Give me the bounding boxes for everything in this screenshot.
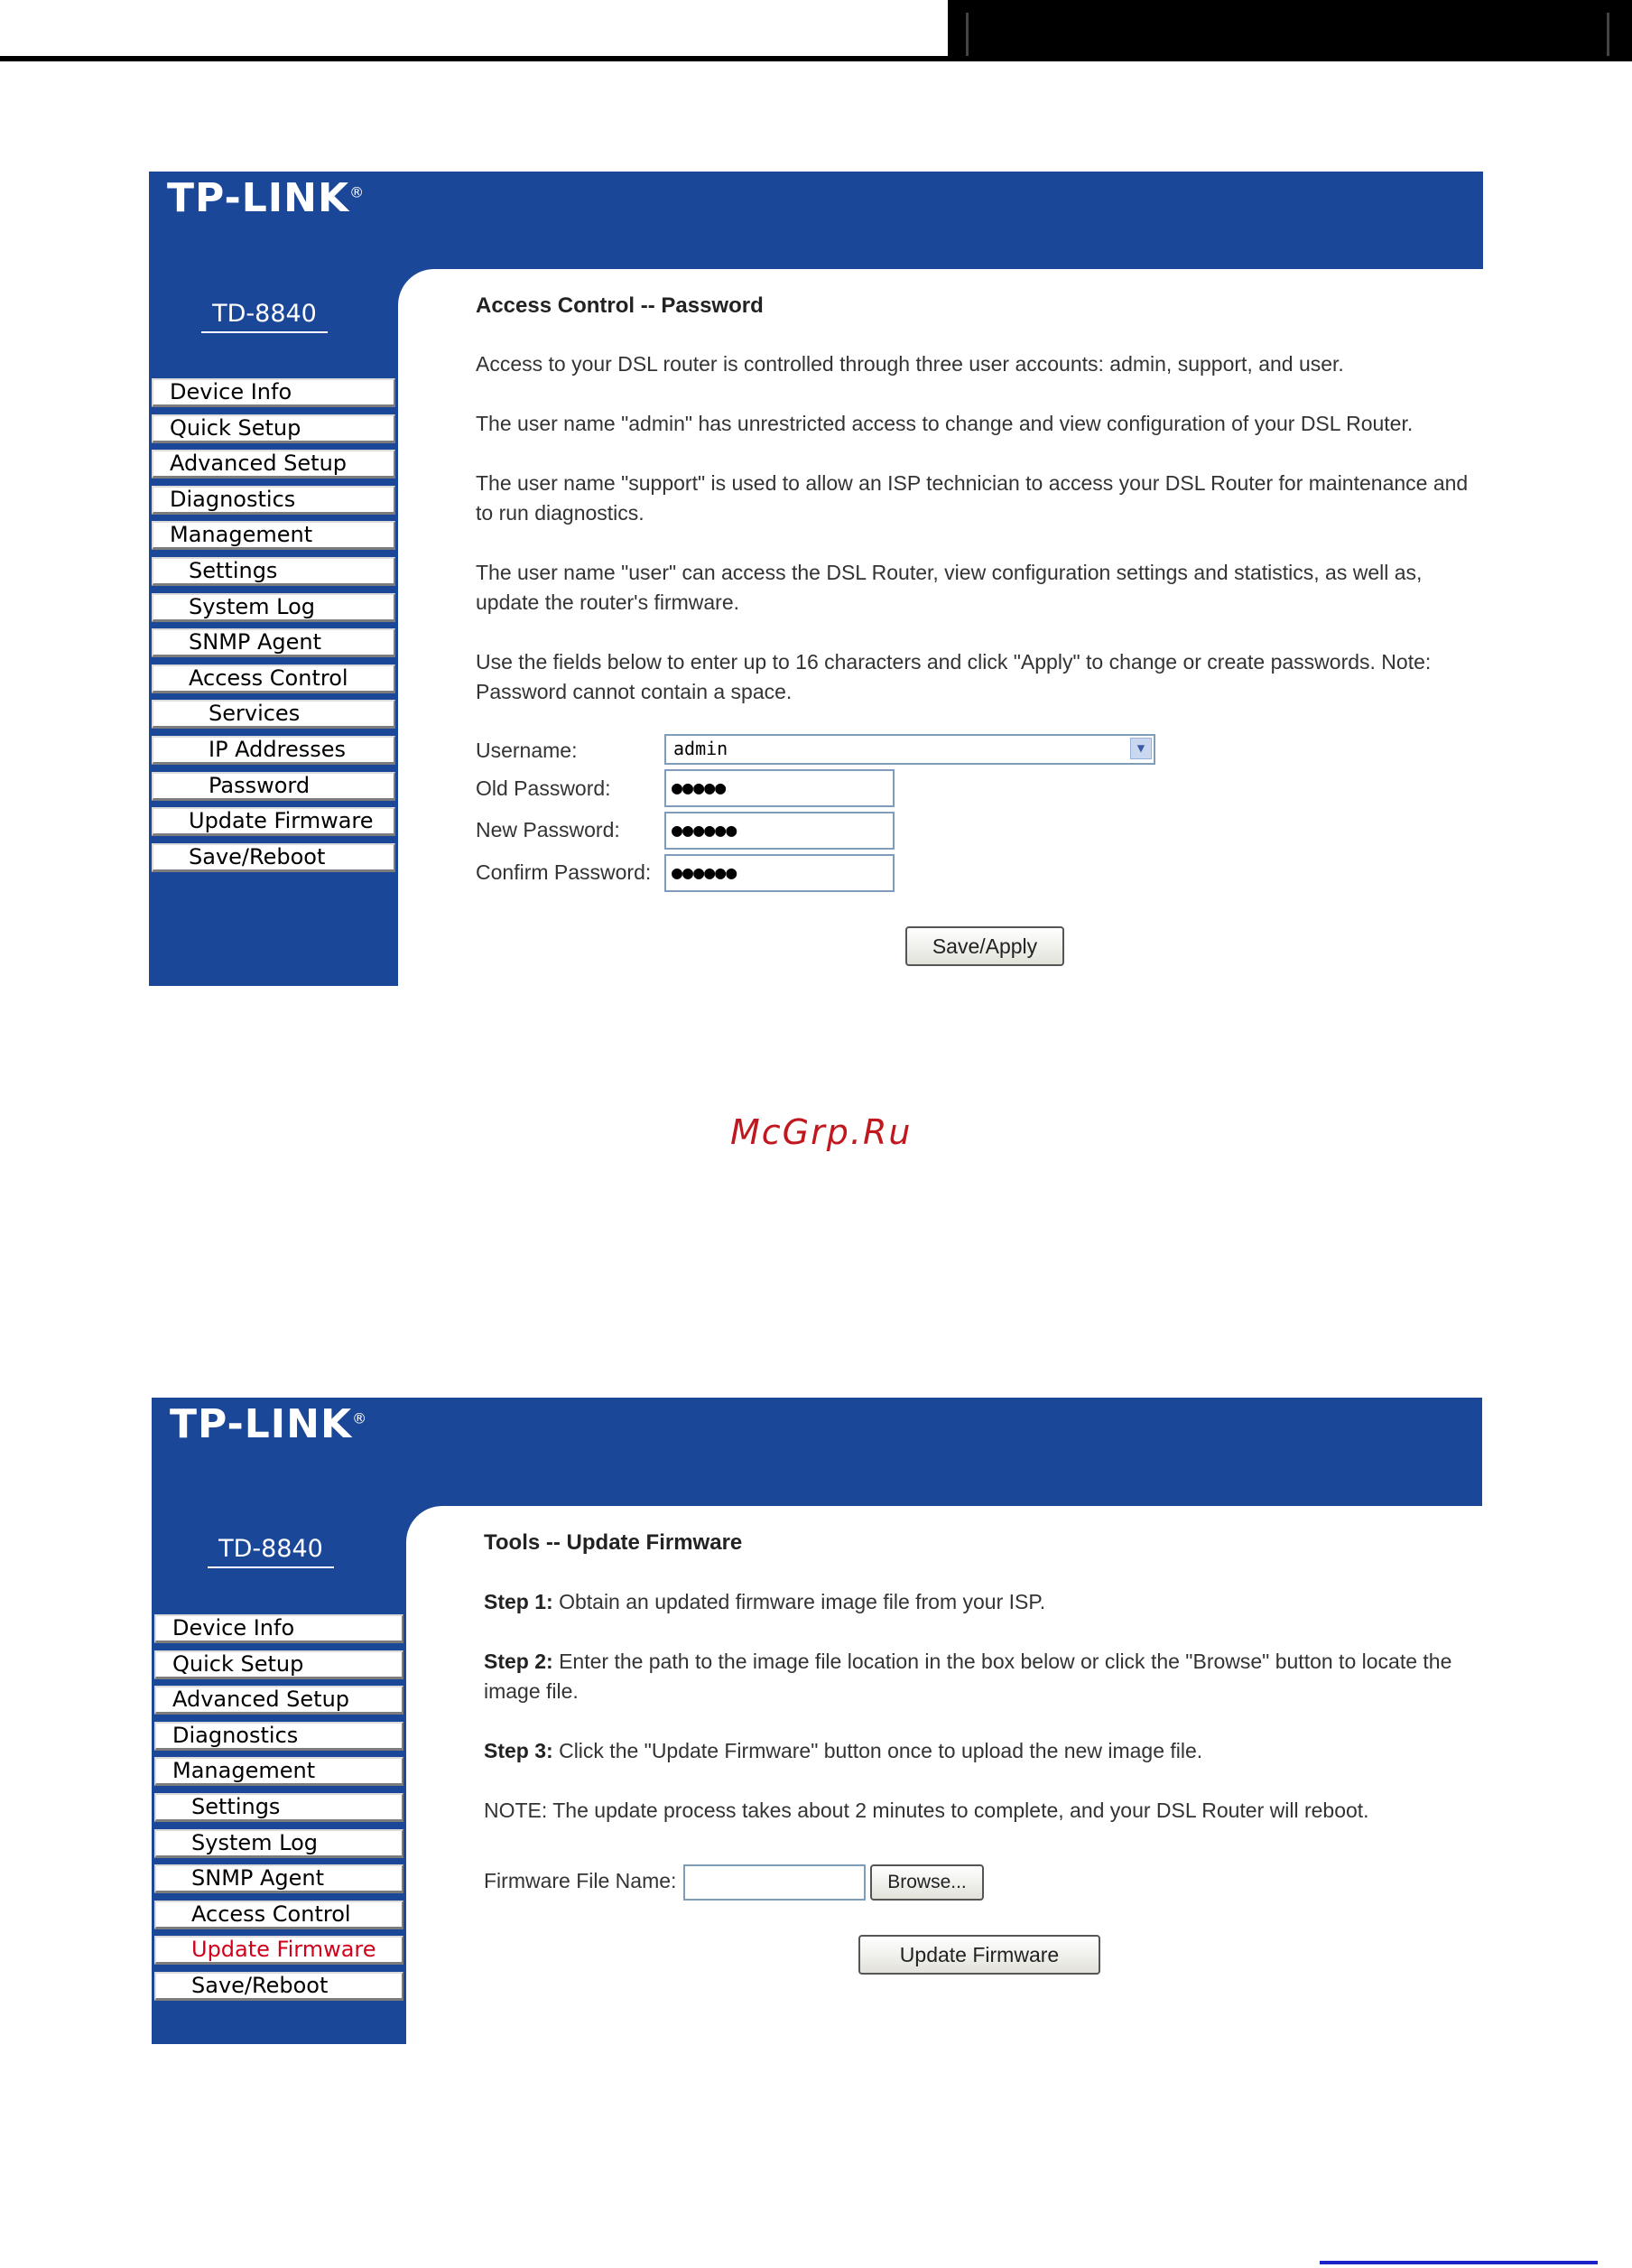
- sidebar-item-ip-addresses[interactable]: IP Addresses: [152, 736, 395, 765]
- sidebar-item-access-control[interactable]: Access Control: [152, 665, 395, 693]
- sidebar-item-access-control[interactable]: Access Control: [154, 1901, 403, 1929]
- paragraph: Access to your DSL router is controlled through three user accounts: admin, support, and user.: [476, 352, 1344, 376]
- sidebar-item-diagnostics[interactable]: Diagnostics: [152, 486, 395, 515]
- update-firmware-button[interactable]: Update Firmware: [858, 1935, 1100, 1975]
- top-banner: [149, 172, 1483, 269]
- sidebar-item-device-info[interactable]: Device Info: [152, 378, 395, 407]
- sidebar-menu: [154, 1614, 403, 2008]
- save-apply-button[interactable]: Save/Apply: [905, 926, 1064, 966]
- document-header: [0, 0, 1632, 63]
- step-3: [484, 1736, 1477, 1766]
- paragraph: The user name "support" is used to allow an ISP technician to access your DSL Router for maintenance and to run diagnostics.: [476, 471, 1469, 525]
- step-2: [484, 1647, 1477, 1706]
- tp-link-logo: TP-LINK®: [167, 175, 366, 221]
- confirm-password-label: Confirm Password:: [476, 860, 652, 884]
- sidebar-item-system-log[interactable]: System Log: [152, 593, 395, 622]
- username-select[interactable]: [664, 734, 1155, 765]
- top-banner: [152, 1398, 1482, 1506]
- sidebar-item-quick-setup[interactable]: Quick Setup: [152, 414, 395, 443]
- firmware-file-label: Firmware File Name:: [484, 1869, 677, 1892]
- sidebar-item-update-firmware[interactable]: Update Firmware: [152, 807, 395, 836]
- page-title: Access Control -- Password: [476, 293, 764, 318]
- new-password-field[interactable]: ●●●●●●: [664, 812, 895, 850]
- tp-link-logo: TP-LINK®: [170, 1401, 368, 1447]
- header-divider: [1607, 13, 1609, 56]
- note: NOTE: The update process takes about 2 minutes to complete, and your DSL Router will reboot.: [484, 1799, 1369, 1822]
- browse-button[interactable]: Browse...: [870, 1864, 984, 1901]
- sidebar-item-diagnostics[interactable]: Diagnostics: [154, 1722, 403, 1751]
- step-label: Step 3:: [484, 1739, 553, 1762]
- screenshot-update-firmware: [152, 1398, 1482, 2044]
- sidebar-item-advanced-setup[interactable]: Advanced Setup: [152, 450, 395, 479]
- confirm-password-field[interactable]: ●●●●●●: [664, 854, 895, 892]
- step-label: Step 2:: [484, 1650, 553, 1673]
- sidebar-item-device-info[interactable]: Device Info: [154, 1614, 403, 1643]
- sidebar-item-settings[interactable]: Settings: [152, 557, 395, 586]
- sidebar-menu: [152, 378, 395, 878]
- sidebar-item-save-reboot[interactable]: Save/Reboot: [152, 843, 395, 872]
- paragraph: Use the fields below to enter up to 16 characters and click "Apply" to change or create passwords. Note: Password cannot contain a space.: [476, 650, 1432, 703]
- step-text: Obtain an updated firmware image file from your ISP.: [552, 1590, 1046, 1613]
- sidebar-item-settings[interactable]: Settings: [154, 1793, 403, 1822]
- sidebar-item-system-log[interactable]: System Log: [154, 1829, 403, 1858]
- sidebar-item-management[interactable]: Management: [154, 1757, 403, 1786]
- watermark: McGrp.Ru: [730, 1112, 913, 1152]
- screenshot-access-control-password: [149, 172, 1483, 986]
- step-text: Enter the path to the image file location in the box below or click the "Browse" button to locate the image file.: [484, 1650, 1452, 1703]
- header-divider: [966, 13, 969, 56]
- sidebar-item-services[interactable]: Services: [152, 700, 395, 729]
- sidebar-item-snmp-agent[interactable]: SNMP Agent: [154, 1864, 403, 1893]
- sidebar-item-quick-setup[interactable]: Quick Setup: [154, 1650, 403, 1679]
- username-select-value: admin: [673, 738, 728, 759]
- sidebar-item-snmp-agent[interactable]: SNMP Agent: [152, 628, 395, 657]
- firmware-file-field[interactable]: [683, 1864, 866, 1901]
- sidebar-item-password[interactable]: Password: [152, 772, 395, 801]
- model-name: TD-8840: [201, 300, 328, 333]
- new-password-label: New Password:: [476, 818, 620, 841]
- main-content: [484, 1528, 1477, 1826]
- step-1: [484, 1587, 1477, 1617]
- header-black-box: [948, 0, 1632, 60]
- banner-corner: [398, 269, 443, 314]
- main-content: [476, 291, 1469, 707]
- paragraph: The user name "admin" has unrestricted access to change and view configuration of your DSL Router.: [476, 412, 1414, 435]
- paragraph: The user name "user" can access the DSL Router, view configuration settings and statistics, as well as, update the router's firmware.: [476, 561, 1423, 614]
- sidebar-item-save-reboot[interactable]: Save/Reboot: [154, 1972, 403, 2001]
- sidebar-item-management[interactable]: Management: [152, 521, 395, 550]
- model-name: TD-8840: [208, 1535, 334, 1568]
- page-title: Tools -- Update Firmware: [484, 1530, 743, 1555]
- sidebar-item-advanced-setup[interactable]: Advanced Setup: [154, 1686, 403, 1715]
- banner-corner: [406, 1506, 451, 1551]
- old-password-field[interactable]: ●●●●●: [664, 769, 895, 807]
- chevron-down-icon[interactable]: ▼: [1130, 738, 1152, 759]
- step-label: Step 1:: [484, 1590, 553, 1613]
- old-password-label: Old Password:: [476, 776, 611, 800]
- sidebar-item-update-firmware[interactable]: Update Firmware: [154, 1936, 403, 1965]
- username-label: Username:: [476, 739, 578, 762]
- step-text: Click the "Update Firmware" button once to upload the new image file.: [552, 1739, 1203, 1762]
- footer-link-underline: [1320, 2261, 1598, 2264]
